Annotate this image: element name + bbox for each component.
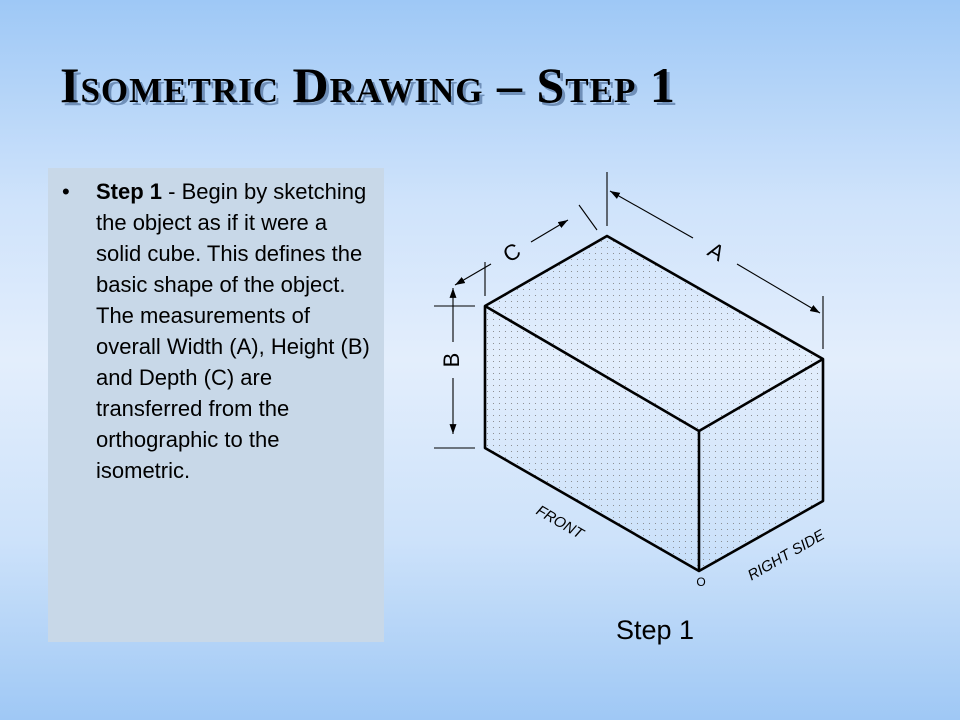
front-face-label: FRONT xyxy=(533,502,587,543)
bullet-lead: Step 1 xyxy=(96,179,163,204)
bullet-marker: • xyxy=(62,179,70,204)
dimension-label-c: C xyxy=(498,237,525,268)
isometric-box-diagram xyxy=(400,160,860,660)
dimension-label-b: B xyxy=(438,352,464,368)
right-side-label: RIGHT SIDE xyxy=(744,526,828,585)
dimension-label-a: A xyxy=(703,237,729,267)
figure-caption: Step 1 xyxy=(615,615,695,645)
origin-label: O xyxy=(696,575,706,589)
bullet-body: - Begin by sketching the object as if it were a solid cube. This defines the basic shape of the object. The measurements of overall Width (A), Height (B) and Depth (C) are transferred from the orthographic to the isometric. xyxy=(96,179,370,483)
slide-title: Isometric Drawing – Step 1 xyxy=(60,57,676,113)
text-panel xyxy=(48,168,384,642)
bullet-item xyxy=(60,176,378,486)
bullet-text xyxy=(96,176,378,486)
